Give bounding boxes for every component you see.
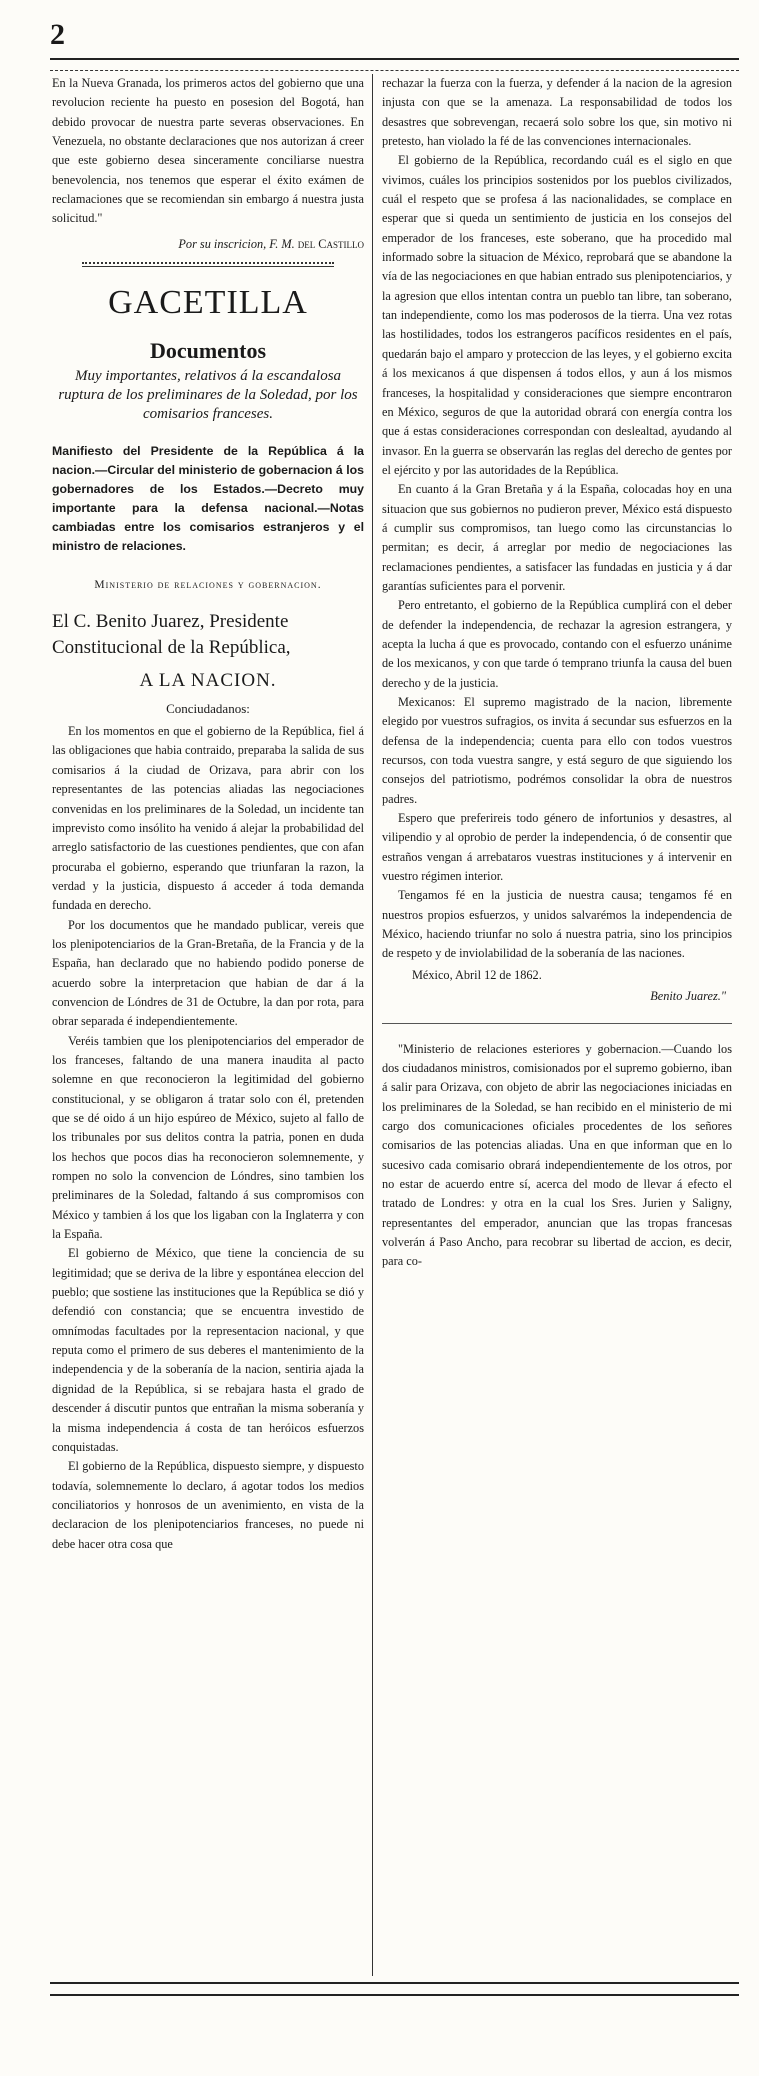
wavy-divider <box>82 262 334 267</box>
addressee: A LA NACION. <box>139 670 277 692</box>
separator <box>382 1023 732 1024</box>
page-number: 2 <box>50 18 65 51</box>
left-column <box>52 74 364 1974</box>
signature-lead: Por su inscricion, F. M. <box>178 236 295 251</box>
documents-heading: Documentos <box>149 338 267 364</box>
summary-block: Manifiesto del Presidente de la República á la nacion.—Circular del ministerio de gobernacion á los gobernadores de los Estados.—Decreto muy importante para la defensa nacional.—Notas cambiadas entre los comisarios estranjeros y el ministro de relaciones. <box>52 444 364 554</box>
bottom-rule <box>50 1982 739 1996</box>
signature-line <box>52 235 364 254</box>
paragraph: Por los documentos que he mandado publicar, vereis que los plenipotenciarios de la Gran-Bretaña, de la Francia y de la España, han declarado que no habiendo podido ponerse de acuerdo sobre la interpretacion que habian de dar á la convencion de Lóndres de 31 de Octubre, la dan por rota, para obrar separada é independientemente. <box>52 917 364 1029</box>
paragraph: Pero entretanto, el gobierno de la República cumplirá con el deber de defender la independencia, de rechazar la agresion estrangera, y acepta la lucha á que es provocado, contando con el esfuerzo unánime de los mexicanos, y con que tarde ó temprano triunfa la causa del buen derecho y de la justicia. <box>382 598 732 690</box>
greeting: Conciudadanos: <box>166 700 250 716</box>
paragraph: El gobierno de México, que tiene la conciencia de su legitimidad; que se deriva de la libre y espontánea eleccion del pueblo; que sostiene las instituciones que la República se dió y defendió con constancia; que se encuentra investido de omnímodas facultades por la representacion nacional, y que reputa como el primero de sus deberes el mantenimiento de la independencia y de la soberanía de la nacion, sentiria ajada la dignidad de la República, si se rebajara hasta el grado de descender á discutir puntos que entrañan la misma soberanía y la misma independencia á costa de tan heróicos esfuerzos conquistadas. <box>52 1246 364 1454</box>
documents-subtitle: Muy importantes, relativos á la escandalosa ruptura de los preliminares de la Soledad, por los comisarios franceses. <box>58 368 358 423</box>
final-paragraph: "Ministerio de relaciones esteriores y gobernacion.—Cuando los dos ciudadanos ministros, comisionados por el supremo gobierno, iban á salir para Orizava, con objeto de abrir las negociaciones iniciadas en los preliminares de la Soledad, se han recibido en el ministerio de mi cargo dos comunicaciones oficiales procedentes de los señores comisarios de las potencias aliadas. Una en que informan que en lo sucesivo cada comisario obrará independientemente de los otros, por no estar de acuerdo entre sí, acerca del modo de llevar á efecto el tratado de Londres: y otra en la cual los Sres. Jurien y Saligny, representantes del emperador, anuncian que las tropas francesas volverán á Paso Ancho, para recobrar su libertad de accion, es decir, para co- <box>382 1041 732 1269</box>
signature: Benito Juarez." <box>650 989 726 1004</box>
column-divider <box>372 74 373 1976</box>
paragraph: Veréis tambien que los plenipotenciarios del emperador de los franceses, faltando de una manera inaudita al pacto solemne en que reconocieron la legitimidad del gobierno constitucional, y se obligaron á tratar solo con él, pretenden que se dé oido á un hijo espúreo de México, sujeto al fallo de los tribunales por sus delitos contra la patria, ponen en duda los hechos que pocos dias ha reconocieron solemnemente, y rompen no solo la convencion de Lóndres, sino tambien los preliminares de la Soledad, faltando á sus compromisos con México y tambien á los que los ligaban con la Inglaterra y con la España. <box>52 1033 364 1242</box>
paragraph: En cuanto á la Gran Bretaña y á la España, colocadas hoy en una situacion que sus gobiernos no pudieron prever, México está dispuesto á cumplir sus compromisos, tan luego como las circunstancias lo permitan; es decir, á arreglar por medio de negociaciones las reclamaciones pendientes, a satisfacer las fundadas en justicia y á dar garantías suficientes para el porvenir. <box>382 482 732 593</box>
ministry-line: Ministerio de relaciones y gobernacion. <box>94 579 322 592</box>
dateline: México, Abril 12 de 1862. <box>412 967 542 982</box>
paragraph: rechazar la fuerza con la fuerza, y defender á la nacion de la agresion injusta con que se la amenaza. La responsabilidad de todos los desastres que sobrevengan, recaerá solo sobre los que, sin motivo ni pretesto, han violado la fé de las convenciones internacionales. <box>382 76 732 149</box>
section-title: GACETILLA <box>108 284 308 322</box>
president-title: El C. Benito Juarez, Presidente Constitucional de la República, <box>52 611 291 659</box>
top-rule <box>50 58 739 71</box>
paragraph: Tengamos fé en la justicia de nuestra causa; tengamos fé en nuestros propios esfuerzos, y unidos salvarémos la independencia de México, haciendo triunfar no solo á nuestra patria, sino los principios de respeto y de inviolabilidad de la soberanía de las naciones. <box>382 888 732 961</box>
right-column <box>382 74 732 1974</box>
paragraph: El gobierno de la República, recordando cuál es el siglo en que vivimos, cuáles los principios sostenidos por los pueblos civilizados, cuál el respeto que se profesa á las nacionalidades, se complace en esperar que si queda un sentimiento de justicia en los consejos del emperador de los franceses, este soberano, que ha procedido mal informado sobre la situacion de México, reprobará que se abandone la vía de las negociaciones en que habian entrado sus plenipotenciarios, y la agresion que ellos intentan contra un pueblo tan libre, tan soberano, tan independiente, como los mas poderosos de la tierra. Una vez rotas las hostilidades, todos los estrangeros pacíficos residentes en el país, quedarán bajo el amparo y proteccion de las leyes, y el gobierno excita á los mexicanos á que dispensen á todos ellos, y aun á los mismos franceses, la hospitalidad y consideraciones que siempre encontraron en México, seguros de que la autoridad obrará con energía contra los que á estas consideraciones correspondan con deslealtad, ayudando al invasor. En la guerra se observarán las reglas del derecho de gentes por el ejército y por las autoridades de la República. <box>382 153 732 477</box>
paragraph: En los momentos en que el gobierno de la República, fiel á las obligaciones que habia contraido, preparaba la salida de sus comisarios á la ciudad de Orizava, para abrir con los representantes de las potencias aliadas las negociaciones convenidas en los preliminares de la Soledad, un incidente tan imprevisto como insólito ha venido á alejar la probabilidad del arreglo satisfactorio de las cuestiones pendientes, que con afan procuraba el gobierno, esperando que triunfaran la razon, la verdad y la justicia, dispuesto á acceder á toda demanda fundada en derecho. <box>52 724 364 913</box>
intro-paragraph: En la Nueva Granada, los primeros actos del gobierno que una revolucion reciente ha puesto en posesion del Bogotá, han debido provocar de nuestra parte severas observaciones. En Venezuela, no obstante declaraciones que nos autorizan á creer que este gobierno desea sinceramente conciliarse nuestra benevolencia, nos tenemos que esperar el éxito exámen de reclamaciones que se recomiendan sin embargo á nuestra justa solicitud." <box>52 76 364 226</box>
paragraph: El gobierno de la República, dispuesto siempre, y dispuesto todavía, solemnemente lo declaro, á agotar todos los medios conciliatorios y honrosos de un avenimiento, en vista de la declaracion de los plenipotenciarios franceses, no puede ni debe hacer otra cosa que <box>52 1459 364 1551</box>
paragraph: Espero que preferireis todo género de infortunios y desastres, al vilipendio y al oprobio de perder la independencia, ó de consentir que estraños vengan á arrebataros vuestras instituciones y á intervenir en vuestro régimen interior. <box>382 811 732 884</box>
paragraph: Mexicanos: El supremo magistrado de la nacion, libremente elegido por vuestros sufragios, os invita á secundar sus esfuerzos en la defensa de la independencia; cuenta para ello con todos vuestros recursos, con toda vuestra sangre, y está seguro de que siguiendo los consejos del patriotismo, podrémos consolidar la obra de nuestros padres. <box>382 695 732 806</box>
signature-name: del Castillo <box>297 236 364 251</box>
